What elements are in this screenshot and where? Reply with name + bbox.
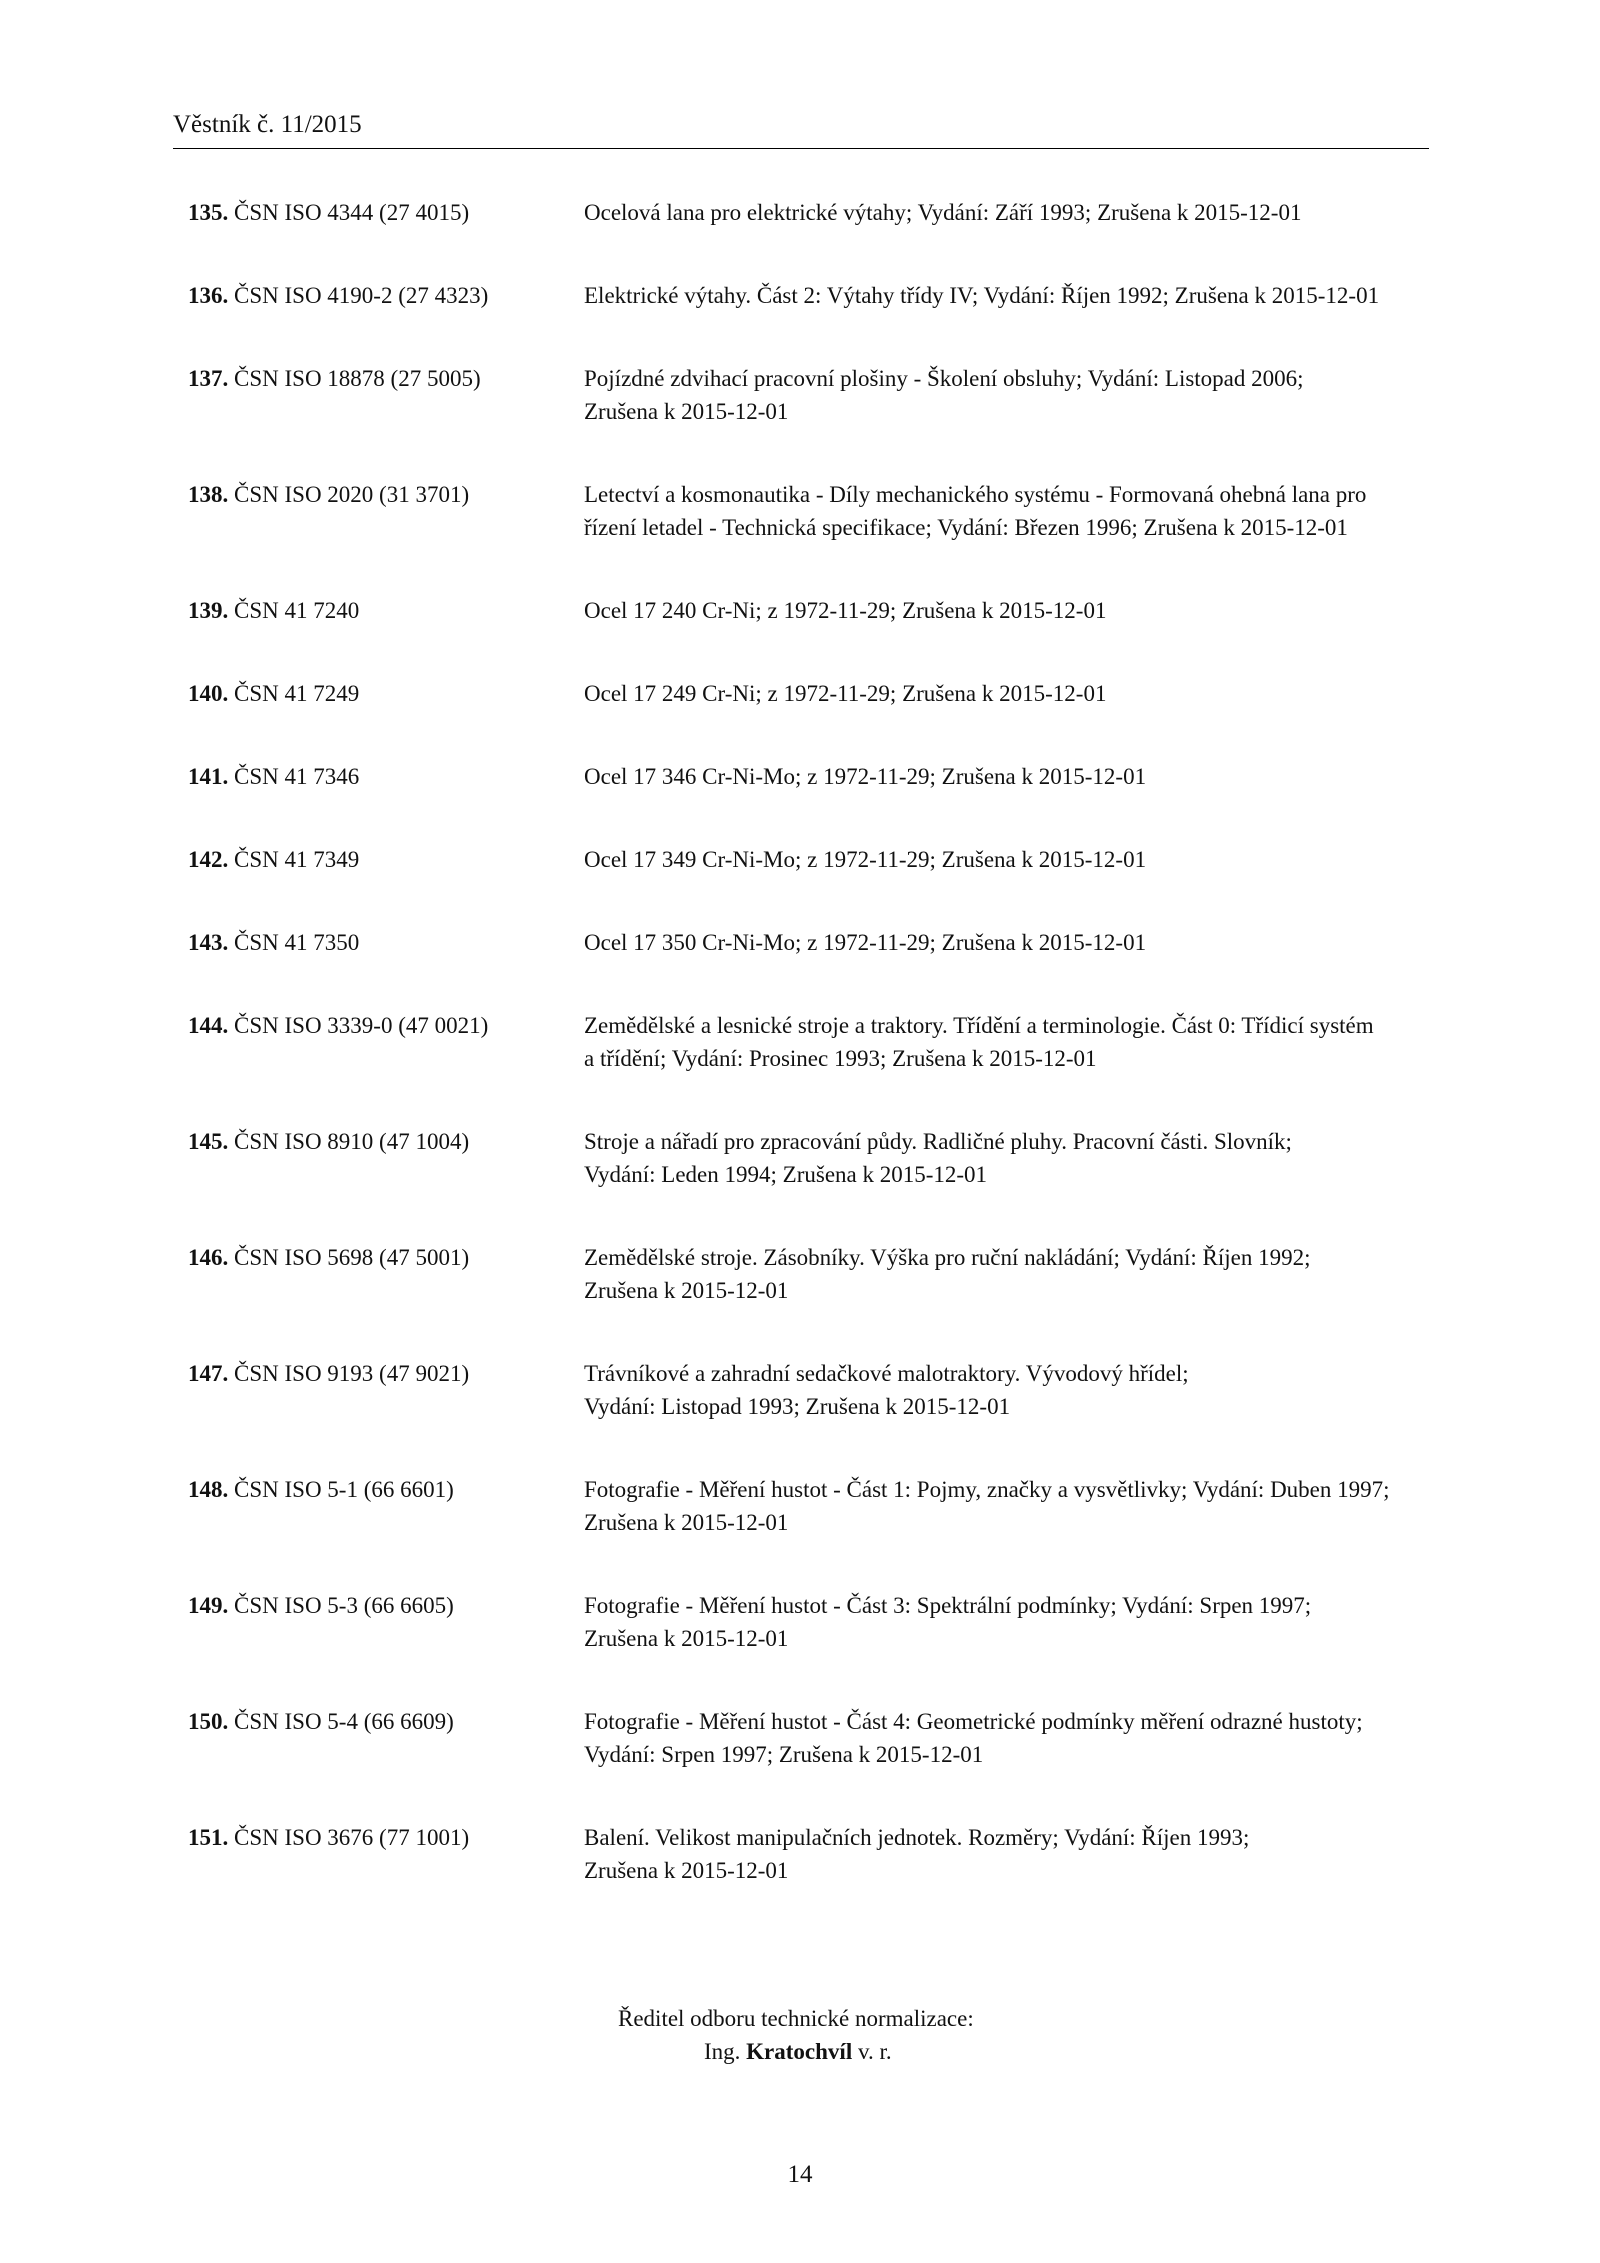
entry-number: 137. — [188, 366, 229, 391]
list-item — [188, 1589, 1428, 1676]
entry-number: 145. — [188, 1129, 229, 1154]
standard-description — [584, 843, 1429, 876]
list-item — [188, 677, 1428, 731]
list-item — [188, 1009, 1428, 1096]
standard-reference — [188, 1125, 568, 1158]
signature-prefix: Ing. — [704, 2039, 741, 2064]
list-item — [188, 1241, 1428, 1328]
list-item — [188, 926, 1428, 980]
standard-code: ČSN ISO 4344 (27 4015) — [234, 200, 470, 225]
description-line: Ocel 17 346 Cr-Ni-Mo; z 1972-11-29; Zrušena k 2015-12-01 — [584, 764, 1147, 789]
description-line: Zemědělské a lesnické stroje a traktory. Třídění a terminologie. Část 0: Třídicí systém — [584, 1013, 1374, 1038]
list-item — [188, 196, 1428, 250]
entry-number: 150. — [188, 1709, 229, 1734]
list-item — [188, 843, 1428, 897]
entry-number: 151. — [188, 1825, 229, 1850]
entry-number: 149. — [188, 1593, 229, 1618]
standard-description — [584, 1473, 1429, 1539]
entry-number: 144. — [188, 1013, 229, 1038]
entry-number: 138. — [188, 482, 229, 507]
standard-reference — [188, 1009, 568, 1042]
standard-code: ČSN ISO 4190-2 (27 4323) — [234, 283, 489, 308]
description-line: Zrušena k 2015-12-01 — [584, 1278, 789, 1303]
list-item — [188, 1821, 1428, 1908]
description-line: Vydání: Srpen 1997; Zrušena k 2015-12-01 — [584, 1742, 984, 1767]
list-item — [188, 362, 1428, 449]
signature-title: Ředitel odboru technické normalizace: — [618, 2006, 974, 2031]
standard-reference — [188, 362, 568, 395]
standard-description — [584, 478, 1429, 544]
standard-reference — [188, 279, 568, 312]
signature-surname: Kratochvíl — [746, 2039, 853, 2064]
standard-code: ČSN 41 7350 — [234, 930, 360, 955]
standard-reference — [188, 1357, 568, 1390]
standard-code: ČSN ISO 5-1 (66 6601) — [234, 1477, 454, 1502]
standard-code: ČSN 41 7349 — [234, 847, 360, 872]
standard-description — [584, 362, 1429, 428]
description-line: Fotografie - Měření hustot - Část 3: Spektrální podmínky; Vydání: Srpen 1997; — [584, 1593, 1312, 1618]
page-number: 14 — [787, 2161, 813, 2188]
standard-description — [584, 1009, 1429, 1075]
entry-number: 146. — [188, 1245, 229, 1270]
entry-number: 141. — [188, 764, 229, 789]
entry-number: 143. — [188, 930, 229, 955]
entry-number: 147. — [188, 1361, 229, 1386]
list-item — [188, 1473, 1428, 1560]
standard-description — [584, 760, 1429, 793]
standard-description — [584, 1821, 1429, 1887]
description-line: Stroje a nářadí pro zpracování půdy. Radličné pluhy. Pracovní části. Slovník; — [584, 1129, 1292, 1154]
description-line: Balení. Velikost manipulačních jednotek. Rozměry; Vydání: Říjen 1993; — [584, 1825, 1250, 1850]
page-header — [173, 110, 1429, 149]
standard-code: ČSN ISO 8910 (47 1004) — [234, 1129, 470, 1154]
standard-reference — [188, 843, 568, 876]
standard-code: ČSN 41 7240 — [234, 598, 360, 623]
description-line: Fotografie - Měření hustot - Část 1: Pojmy, značky a vysvětlivky; Vydání: Duben 1997; — [584, 1477, 1390, 1502]
entry-number: 140. — [188, 681, 229, 706]
standard-description — [584, 1125, 1429, 1191]
list-item — [188, 1357, 1428, 1444]
signature-suffix: v. r. — [857, 2039, 892, 2064]
standard-code: ČSN ISO 5-3 (66 6605) — [234, 1593, 454, 1618]
standard-description — [584, 594, 1429, 627]
description-line: Ocel 17 240 Cr-Ni; z 1972-11-29; Zrušena k 2015-12-01 — [584, 598, 1107, 623]
standard-code: ČSN ISO 3676 (77 1001) — [234, 1825, 470, 1850]
list-item — [188, 760, 1428, 814]
standard-code: ČSN ISO 3339-0 (47 0021) — [234, 1013, 489, 1038]
entry-number: 135. — [188, 200, 229, 225]
standard-reference — [188, 1821, 568, 1854]
list-item — [188, 1125, 1428, 1212]
standard-code: ČSN ISO 9193 (47 9021) — [234, 1361, 470, 1386]
standard-description — [584, 279, 1429, 312]
standard-code: ČSN 41 7249 — [234, 681, 360, 706]
description-line: a třídění; Vydání: Prosinec 1993; Zrušena k 2015-12-01 — [584, 1046, 1097, 1071]
entry-number: 148. — [188, 1477, 229, 1502]
description-line: Zrušena k 2015-12-01 — [584, 1510, 789, 1535]
standard-code: ČSN ISO 2020 (31 3701) — [234, 482, 470, 507]
standard-reference — [188, 677, 568, 710]
standard-description — [584, 1241, 1429, 1307]
description-line: Zrušena k 2015-12-01 — [584, 1858, 789, 1883]
standard-reference — [188, 594, 568, 627]
standard-reference — [188, 1473, 568, 1506]
standard-code: ČSN ISO 18878 (27 5005) — [234, 366, 481, 391]
entry-number: 142. — [188, 847, 229, 872]
list-item — [188, 279, 1428, 333]
description-line: Ocel 17 350 Cr-Ni-Mo; z 1972-11-29; Zrušena k 2015-12-01 — [584, 930, 1147, 955]
entry-number: 139. — [188, 598, 229, 623]
description-line: Trávníkové a zahradní sedačkové malotraktory. Vývodový hřídel; — [584, 1361, 1189, 1386]
standard-code: ČSN ISO 5-4 (66 6609) — [234, 1709, 454, 1734]
standard-reference — [188, 1241, 568, 1274]
standard-reference — [188, 196, 568, 229]
list-item — [188, 478, 1428, 565]
description-line: Zrušena k 2015-12-01 — [584, 399, 789, 424]
signature-name — [618, 2035, 974, 2068]
standard-code: ČSN 41 7346 — [234, 764, 360, 789]
description-line: Pojízdné zdvihací pracovní plošiny - Školení obsluhy; Vydání: Listopad 2006; — [584, 366, 1304, 391]
description-line: Fotografie - Měření hustot - Část 4: Geometrické podmínky měření odrazné hustoty; — [584, 1709, 1363, 1734]
standard-description — [584, 677, 1429, 710]
standard-reference — [188, 926, 568, 959]
description-line: Ocelová lana pro elektrické výtahy; Vydání: Září 1993; Zrušena k 2015-12-01 — [584, 200, 1302, 225]
signature-block — [618, 2002, 974, 2068]
description-line: Ocel 17 349 Cr-Ni-Mo; z 1972-11-29; Zrušena k 2015-12-01 — [584, 847, 1147, 872]
standard-description — [584, 1357, 1429, 1423]
standard-reference — [188, 760, 568, 793]
list-item — [188, 594, 1428, 648]
description-line: Vydání: Listopad 1993; Zrušena k 2015-12-01 — [584, 1394, 1011, 1419]
description-line: řízení letadel - Technická specifikace; Vydání: Březen 1996; Zrušena k 2015-12-01 — [584, 515, 1348, 540]
standard-reference — [188, 1705, 568, 1738]
description-line: Elektrické výtahy. Část 2: Výtahy třídy IV; Vydání: Říjen 1992; Zrušena k 2015-12-01 — [584, 283, 1380, 308]
description-line: Zrušena k 2015-12-01 — [584, 1626, 789, 1651]
standards-list — [188, 196, 1428, 1908]
description-line: Zemědělské stroje. Zásobníky. Výška pro ruční nakládání; Vydání: Říjen 1992; — [584, 1245, 1311, 1270]
list-item — [188, 1705, 1428, 1792]
journal-title: Věstník č. 11/2015 — [173, 111, 362, 138]
entry-number: 136. — [188, 283, 229, 308]
standard-code: ČSN ISO 5698 (47 5001) — [234, 1245, 470, 1270]
description-line: Letectví a kosmonautika - Díly mechanického systému - Formovaná ohebná lana pro — [584, 482, 1367, 507]
description-line: Vydání: Leden 1994; Zrušena k 2015-12-01 — [584, 1162, 988, 1187]
standard-reference — [188, 478, 568, 511]
description-line: Ocel 17 249 Cr-Ni; z 1972-11-29; Zrušena k 2015-12-01 — [584, 681, 1107, 706]
standard-reference — [188, 1589, 568, 1622]
standard-description — [584, 1589, 1429, 1655]
standard-description — [584, 926, 1429, 959]
standard-description — [584, 196, 1429, 229]
standard-description — [584, 1705, 1429, 1771]
